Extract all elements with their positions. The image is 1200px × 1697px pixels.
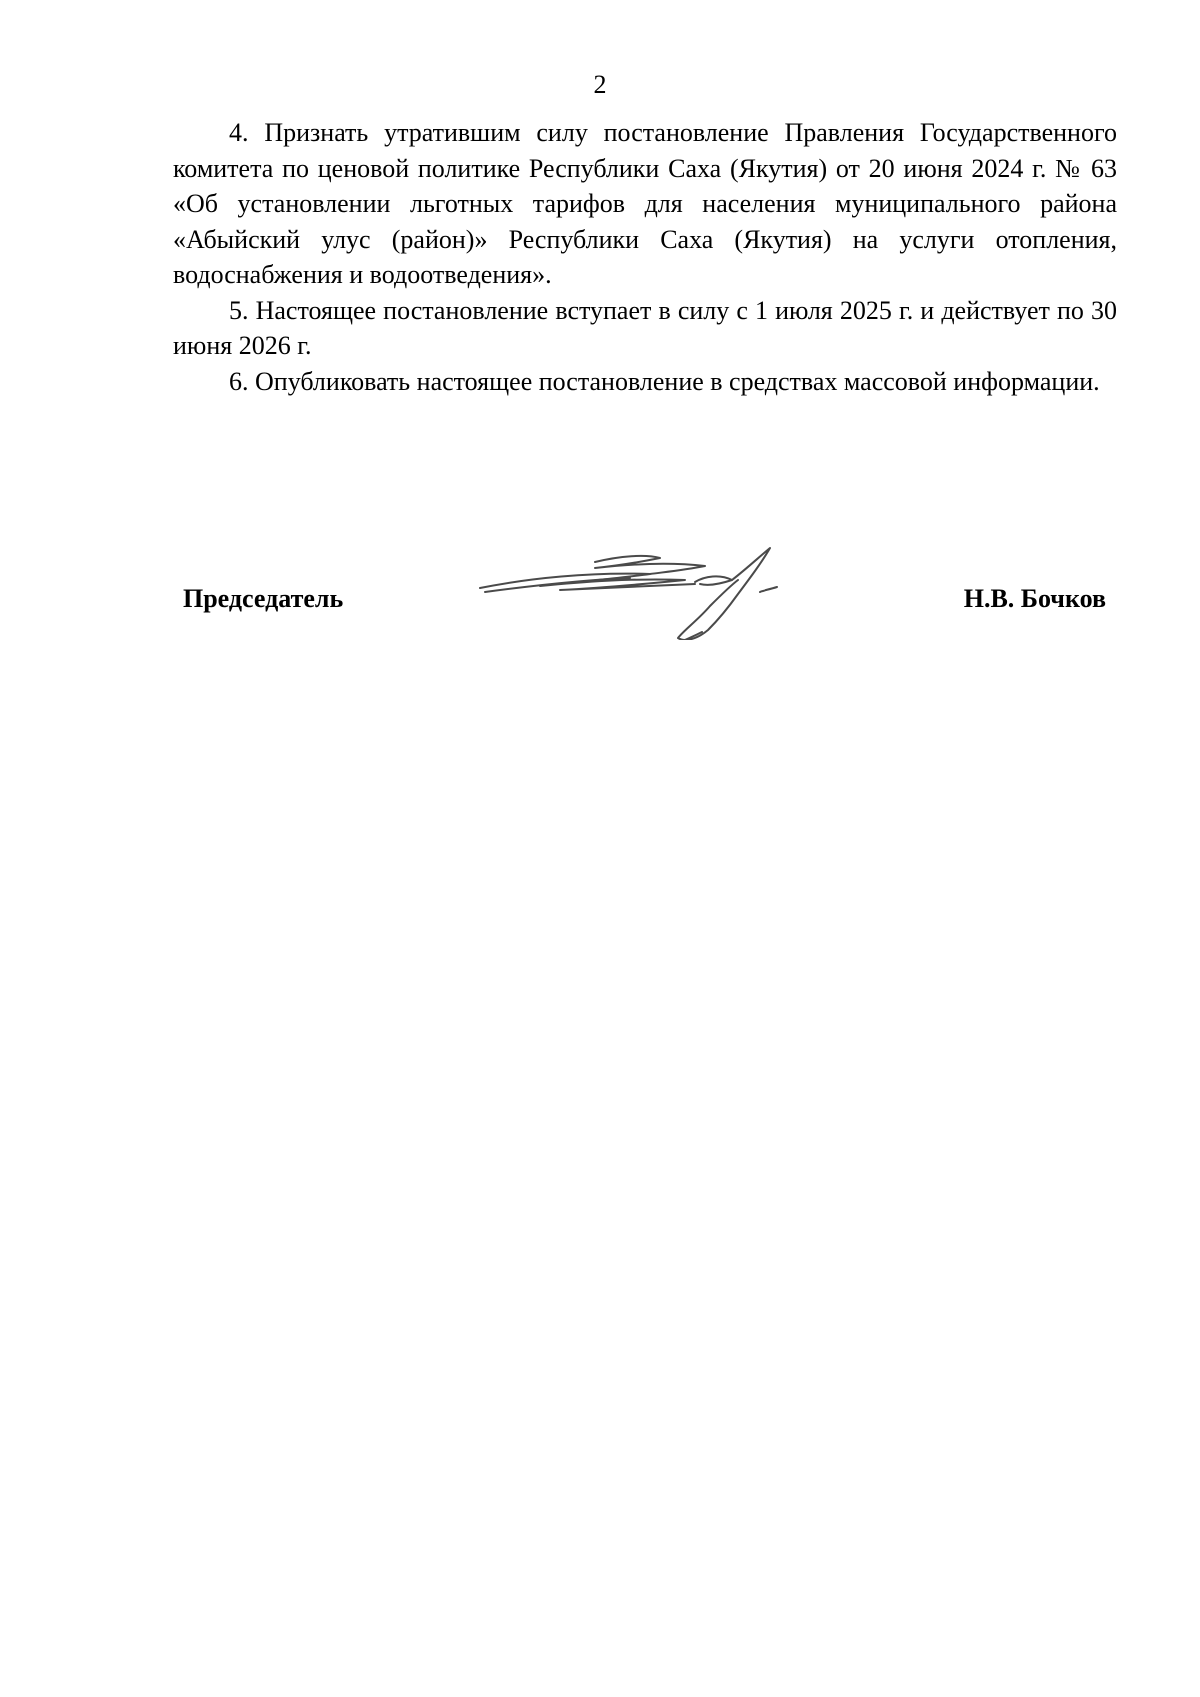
paragraph-item-4: 4. Признать утратившим силу постановление Правления Государственного комитета по ценовой политике Республики Саха (Якутия) от 20 июня 2024 г. № 63 «Об установлении льготных тарифов для населения муниципального района «Абыйский улус (район)» Республики Саха (Якутия) на услуги отопления, водоснабжения и водоотведения». (173, 118, 1117, 289)
paragraph-item-6: 6. Опубликовать настоящее постановление в средствах массовой информации. (229, 366, 1100, 396)
document-body (173, 115, 1117, 399)
signature-block (0, 540, 1200, 640)
paragraph-item-5: 5. Настоящее постановление вступает в силу с 1 июля 2025 г. и действует по 30 июня 2026 г. (173, 295, 1117, 360)
signer-title: Председатель (183, 584, 344, 613)
handwritten-signature (470, 540, 790, 640)
signer-name: Н.В. Бочков (963, 584, 1106, 613)
page-number: 2 (593, 70, 607, 99)
